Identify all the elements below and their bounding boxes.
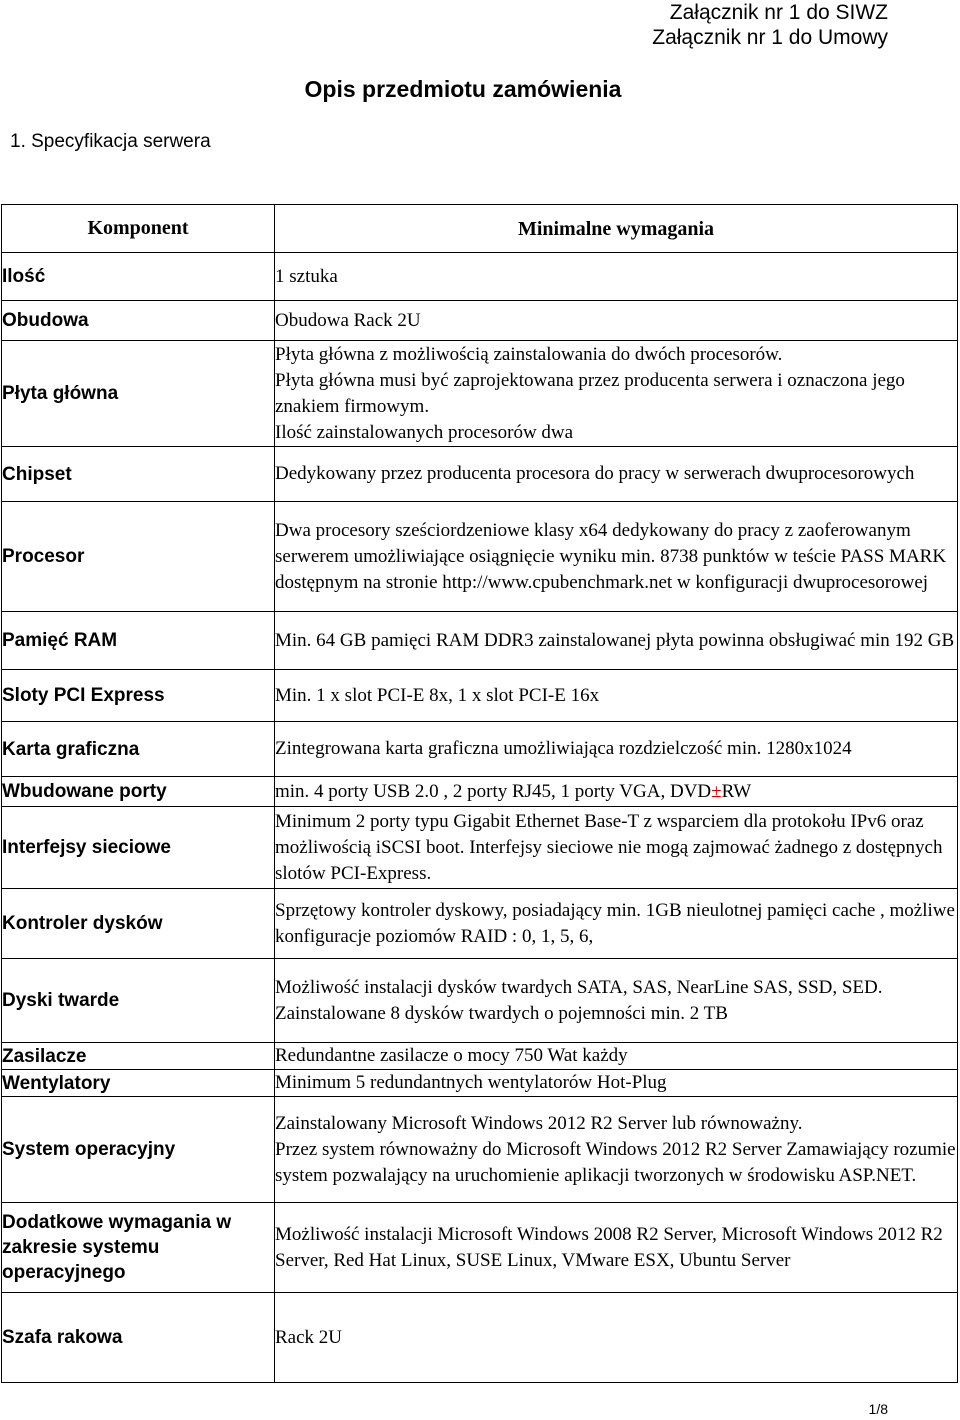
header-requirements: Minimalne wymagania	[275, 205, 958, 253]
table-row	[2, 722, 958, 777]
component-name: Zasilacze	[2, 1043, 275, 1070]
component-name: Chipset	[2, 447, 275, 502]
component-name: Karta graficzna	[2, 722, 275, 777]
component-name: Wentylatory	[2, 1070, 275, 1097]
requirement-value: Redundantne zasilacze o mocy 750 Wat każdy	[275, 1043, 958, 1070]
requirement-value: Zainstalowany Microsoft Windows 2012 R2 Server lub równoważny. Przez system równoważny do Microsoft Windows 2012 R2 Server Zamawiający rozumie system pozwalający na uruchomienie aplikacji tworzonych w środowisku ASP.NET.	[275, 1097, 958, 1203]
document-title: Opis przedmiotu zamówienia	[304, 76, 622, 102]
component-name: Interfejsy sieciowe	[2, 807, 275, 889]
requirement-value: Dedykowany przez producenta procesora do pracy w serwerach dwuprocesorowych	[275, 447, 958, 502]
plus-minus-symbol: ±	[711, 780, 722, 802]
requirement-value: Sprzętowy kontroler dyskowy, posiadający min. 1GB nieulotnej pamięci cache , możliwe konfiguracje poziomów RAID : 0, 1, 5, 6,	[275, 889, 958, 959]
table-row	[2, 1070, 958, 1097]
table-row	[2, 301, 958, 341]
table-row	[2, 502, 958, 612]
component-name: Sloty PCI Express	[2, 670, 275, 722]
requirement-value: Minimum 2 porty typu Gigabit Ethernet Base-T z wsparciem dla protokołu IPv6 oraz możliwością iSCSI boot. Interfejsy sieciowe nie mogą zajmować żadnego z dostępnych slotów PCI-Express.	[275, 807, 958, 889]
attachment-umowa-label: Załącznik nr 1 do Umowy	[652, 26, 888, 49]
requirement-value: Zintegrowana karta graficzna umożliwiająca rozdzielczość min. 1280x1024	[275, 722, 958, 777]
requirement-value: Możliwość instalacji Microsoft Windows 2008 R2 Server, Microsoft Windows 2012 R2 Server, Red Hat Linux, SUSE Linux, VMware ESX, Ubuntu Server	[275, 1203, 958, 1293]
table-row	[2, 807, 958, 889]
component-name: Ilość	[2, 253, 275, 301]
requirement-value	[275, 777, 958, 807]
table-header-row	[2, 205, 958, 253]
component-name: Płyta główna	[2, 341, 275, 447]
requirement-value: Dwa procesory sześciordzeniowe klasy x64 dedykowany do pracy z zaoferowanym serwerem umożliwiające osiągnięcie wyniku min. 8738 punktów w teście PASS MARK dostępnym na stronie http://www.cpubenchmark.net w konfiguracji dwuprocesorowej	[275, 502, 958, 612]
requirement-value: Min. 64 GB pamięci RAM DDR3 zainstalowanej płyta powinna obsługiwać min 192 GB	[275, 612, 958, 670]
requirement-value: Min. 1 x slot PCI-E 8x, 1 x slot PCI-E 16x	[275, 670, 958, 722]
component-name: Kontroler dysków	[2, 889, 275, 959]
table-row	[2, 612, 958, 670]
table-row	[2, 1203, 958, 1293]
section-title: 1. Specyfikacja serwera	[10, 131, 211, 152]
requirement-value: Możliwość instalacji dysków twardych SATA, SAS, NearLine SAS, SSD, SED. Zainstalowane 8 dysków twardych o pojemności min. 2 TB	[275, 959, 958, 1043]
requirement-value: Minimum 5 redundantnych wentylatorów Hot-Plug	[275, 1070, 958, 1097]
table-row	[2, 341, 958, 447]
component-name: Dodatkowe wymagania w zakresie systemu operacyjnego	[2, 1203, 275, 1293]
table-row	[2, 889, 958, 959]
header-component: Komponent	[2, 205, 275, 253]
table-row	[2, 959, 958, 1043]
component-name: System operacyjny	[2, 1097, 275, 1203]
table-row	[2, 447, 958, 502]
ports-text-end: RW	[721, 780, 752, 802]
requirement-value: Obudowa Rack 2U	[275, 301, 958, 341]
requirement-value: Płyta główna z możliwością zainstalowania do dwóch procesorów. Płyta główna musi być zaprojektowana przez producenta serwera i oznaczona jego znakiem firmowym. Ilość zainstalowanych procesorów dwa	[275, 341, 958, 447]
table-row	[2, 670, 958, 722]
ports-text: min. 4 porty USB 2.0 , 2 porty RJ45, 1 porty VGA, DVD	[275, 780, 712, 802]
attachment-siwz-label: Załącznik nr 1 do SIWZ	[669, 1, 888, 24]
component-name: Procesor	[2, 502, 275, 612]
table-row	[2, 1043, 958, 1070]
table-row	[2, 253, 958, 301]
page-number: 1/8	[868, 1401, 888, 1417]
requirement-value: Rack 2U	[275, 1293, 958, 1383]
component-name: Szafa rakowa	[2, 1293, 275, 1383]
component-name: Dyski twarde	[2, 959, 275, 1043]
table-row	[2, 1293, 958, 1383]
component-name: Wbudowane porty	[2, 777, 275, 807]
component-name: Obudowa	[2, 301, 275, 341]
table-row	[2, 777, 958, 807]
table-row	[2, 1097, 958, 1203]
requirement-value: 1 sztuka	[275, 253, 958, 301]
server-spec-table	[1, 204, 958, 1383]
component-name: Pamięć RAM	[2, 612, 275, 670]
